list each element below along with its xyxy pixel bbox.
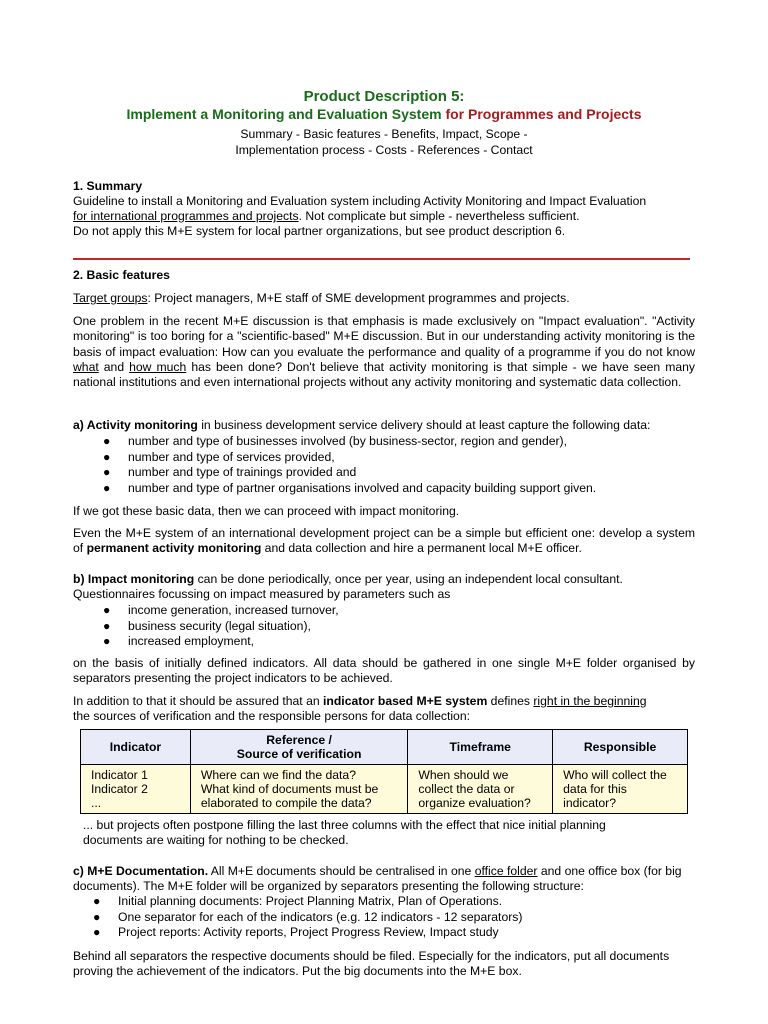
section-nav-line2: Implementation process - Costs - References - Contact (235, 143, 533, 157)
summary-line2: for international programmes and projects. Not complicate but simple - nevertheless sufficient. (73, 209, 580, 223)
bullet-icon: ● (103, 480, 111, 495)
document-subtitle (73, 106, 695, 122)
bullet-icon: ● (103, 618, 111, 633)
column-header-indicator: Indicator (81, 730, 191, 765)
bullet-icon: ● (93, 925, 101, 939)
indicators-paragraph: on the basis of initially defined indicators. All data should be gathered in one single M+E folder organised by separators presenting the project indicators to be achieved. (73, 656, 695, 686)
column-header-responsible: Responsible (553, 730, 688, 765)
section-divider (73, 258, 690, 260)
list-item: ● number and type of services provided, (103, 449, 335, 464)
subtitle-green-part: Implement a Monitoring and Evaluation System (126, 106, 446, 122)
indicator-table (80, 729, 688, 814)
bullet-icon: ● (103, 434, 111, 448)
list-item: ● increased employment, (103, 634, 254, 648)
section-nav-line1: Summary - Basic features - Benefits, Impact, Scope - (240, 127, 528, 141)
indicator-system-paragraph: In addition to that it should be assured that an indicator based M+E system defines right in the beginning the sources of verification and the responsible persons for data collection: (73, 694, 647, 724)
impact-monitoring-label: b) Impact monitoring (73, 572, 195, 586)
list-item: ● Project reports: Activity reports, Project Progress Review, Impact study (93, 925, 499, 939)
list-item: ● number and type of businesses involved (by business-sector, region and gender), (103, 434, 568, 448)
basic-features-heading: 2. Basic features (73, 268, 170, 282)
target-groups: Target groups: Project managers, M+E staff of SME development programmes and projects. (73, 291, 570, 305)
table-cell: Where can we find the data? What kind of documents must be elaborated to compile the data? (190, 765, 408, 814)
list-item: ● One separator for each of the indicators (e.g. 12 indicators - 12 separators) (93, 909, 523, 924)
list-item: ● income generation, increased turnover, (103, 603, 339, 617)
activity-monitoring-intro: a) Activity monitoring in business development service delivery should at least capture the following data: (73, 418, 651, 432)
subtitle-red-part: for Programmes and Projects (445, 106, 642, 122)
table-cell: Who will collect the data for this indicator? (553, 765, 688, 814)
activity-monitoring-list (103, 434, 596, 496)
filing-paragraph: Behind all separators the respective documents should be filed. Especially for the indicators, put all documents proving the achievement of the indicators. Put the big documents into the M+E box. (73, 949, 670, 979)
bullet-icon: ● (103, 634, 111, 648)
activity-monitoring-label: a) Activity monitoring (73, 418, 198, 432)
summary-line3: Do not apply this M+E system for local partner organizations, but see product description 6. (73, 224, 566, 238)
table-row (81, 765, 688, 814)
document-title: Product Description 5: (303, 88, 465, 105)
impact-parameters-list (103, 603, 339, 650)
problem-paragraph: One problem in the recent M+E discussion is that emphasis is made exclusively on "Impact evaluation". "Activity monitoring" is too boring for a "scientific-based" M+E discussion. But in our understanding activity monitoring is the basis of impact evaluation: How can you evaluate the performance and quality of a programme if you do not know what and how much has been done? Don't believe that activity monitoring is that simple - we have seen many national institutions and even international projects without any activity monitoring and systematic data collection. (73, 314, 696, 390)
summary-underlined-text: for international programmes and projects (73, 209, 299, 223)
summary-heading: 1. Summary (73, 179, 143, 193)
after-table-note: ... but projects often postpone filling the last three columns with the effect that nice initial planning documents are waiting for nothing to be checked. (83, 818, 606, 848)
column-header-reference: Reference / Source of verification (190, 730, 408, 765)
bullet-icon: ● (93, 909, 101, 924)
documentation-structure-list (93, 894, 522, 941)
documentation-paragraph: c) M+E Documentation. All M+E documents should be centralised in one office folder and one office box (for big documents). The M+E folder will be organized by separators presenting the following structure: (73, 864, 682, 894)
column-header-timeframe: Timeframe (408, 730, 553, 765)
basic-data-note: If we got these basic data, then we can proceed with impact monitoring. (73, 504, 460, 518)
table-cell: When should we collect the data or organize evaluation? (408, 765, 553, 814)
target-groups-label: Target groups (73, 291, 148, 305)
list-item: ● number and type of partner organisations involved and capacity building support given. (103, 480, 597, 495)
list-item: ● business security (legal situation), (103, 618, 311, 633)
list-item: ● Initial planning documents: Project Planning Matrix, Plan of Operations. (93, 894, 503, 908)
efficient-system-paragraph: Even the M+E system of an international development project can be a simple but efficient one: develop a system of permanent activity monitoring and data collection and hire a permanent local M+E officer. (73, 526, 695, 556)
impact-monitoring-intro: b) Impact monitoring can be done periodically, once per year, using an independent local consultant. Questionnaires focussing on impact measured by parameters such as (73, 572, 623, 602)
table-header-row (81, 730, 688, 765)
bullet-icon: ● (103, 449, 111, 464)
documentation-label: c) M+E Documentation. (73, 864, 209, 878)
bullet-icon: ● (93, 894, 101, 908)
table-cell: Indicator 1 Indicator 2 ... (81, 765, 191, 814)
bullet-icon: ● (103, 603, 111, 617)
bullet-icon: ● (103, 465, 111, 479)
list-item: ● number and type of trainings provided and (103, 465, 357, 479)
summary-line1: Guideline to install a Monitoring and Evaluation system including Activity Monitoring and Impact Evaluation (73, 194, 647, 208)
